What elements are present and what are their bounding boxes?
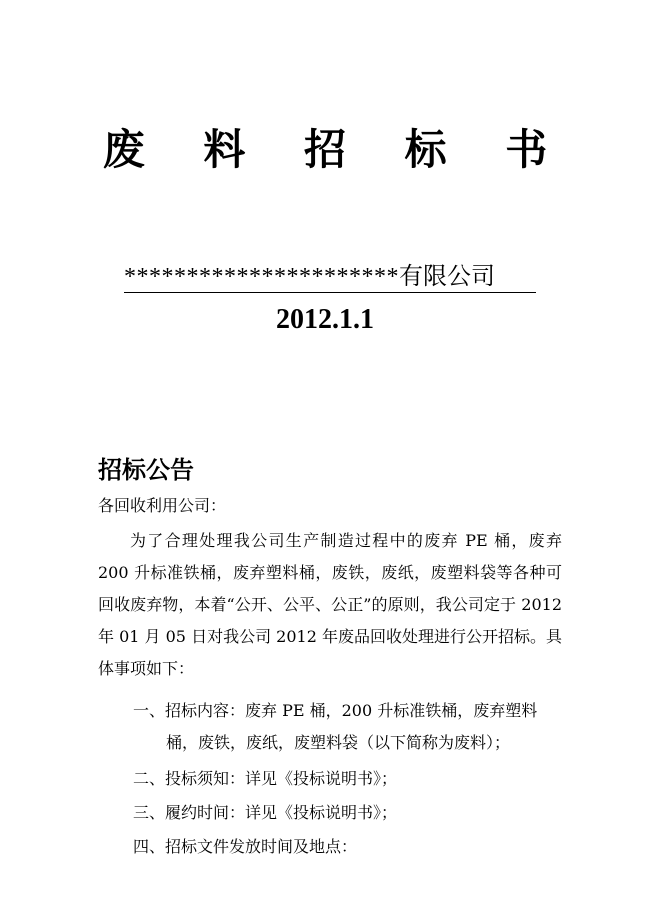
document-title: 废 料 招 标 书 [102,125,570,174]
company-name [124,256,536,293]
company-name-masked: ********************** [124,264,399,290]
list-item-1-line2: 桶，废铁，废纸，废塑料袋（以下简称为废料）； [166,733,511,752]
list-item-3: 三、履约时间：详见《投标说明书》； [133,803,398,822]
greeting: 各回收利用公司： [98,496,227,515]
list-item-4: 四、招标文件发放时间及地点： [133,837,358,856]
list-item-2: 二、投标须知：详见《投标说明书》； [133,769,398,788]
section-heading: 招标公告 [98,456,194,484]
body-paragraph: 为了合理处理我公司生产制造过程中的废弃 PE 桶，废弃 200 升标准铁桶，废弃塑料桶，废铁，废纸，废塑料袋等各种可回收废弃物，本着“公开、公平、公正”的原则，我公司定于 2012 年 01 月 05 日对我公司 2012 年废品回收处理进行公开招标。具体事项如下： [98,531,562,678]
document-date: 2012.1.1 [276,304,374,335]
list-item-1 [133,695,563,759]
company-name-suffix: 有限公司 [399,262,495,290]
list-item-1-line1: 一、招标内容：废弃 PE 桶，200 升标准铁桶，废弃塑料 [133,701,538,720]
